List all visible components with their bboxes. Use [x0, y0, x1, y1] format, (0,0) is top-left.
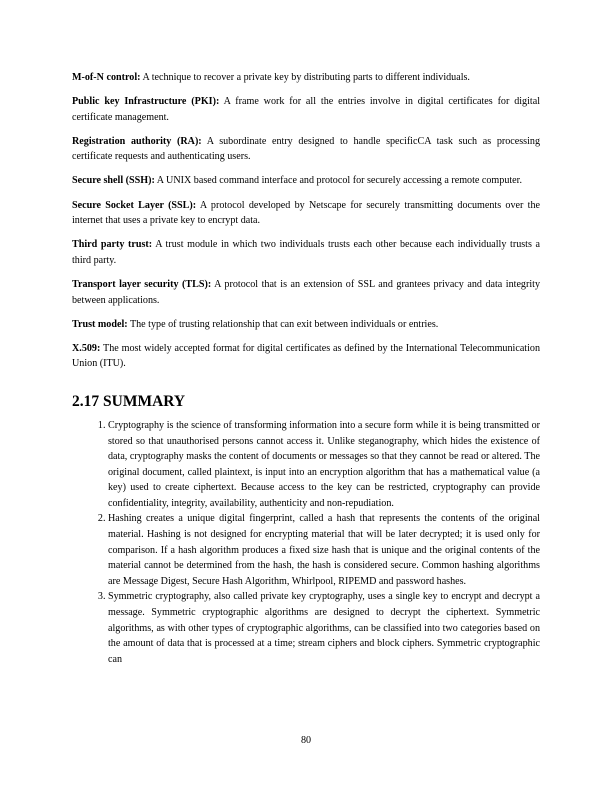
- glossary: [72, 70, 540, 372]
- glossary-entry: [72, 237, 540, 268]
- glossary-entry: [72, 277, 540, 308]
- summary-item: 2. Hashing creates a unique digital fingerprint, called a hash that represents the contents of the original material. Hashing is not designed for encrypting material that will be later decrypted; it is used only for comparison. If a hash algorithm produces a fixed size hash that is unique and the original contents of the material cannot be determined from the hash, the hash is considered secure. Common hashing algorithms are Message Digest, Secure Hash Algorithm, Whirlpool, RIPEMD and password hashes.: [108, 511, 540, 589]
- glossary-definition: A UNIX based command interface and protocol for securely accessing a remote computer.: [156, 175, 522, 187]
- glossary-term: M-of-N control:: [72, 72, 141, 83]
- glossary-definition: A protocol that is an extension of SSL and grantees privacy and data integrity between applications.: [72, 278, 541, 306]
- glossary-definition: A protocol developed by Netscape for securely transmitting documents over the internet that uses a private key to encrypt data.: [72, 199, 540, 227]
- glossary-definition: The type of trusting relationship that can exit between individuals or entries.: [129, 318, 439, 330]
- glossary-term: Secure Socket Layer (SSL):: [72, 199, 197, 211]
- glossary-term: Registration authority (RA):: [72, 135, 202, 147]
- section-heading: 2.17 SUMMARY: [72, 392, 186, 410]
- glossary-entry: [72, 134, 540, 165]
- glossary-definition: The most widely accepted format for digital certificates as defined by the International Telecommunication Union (ITU).: [72, 342, 540, 370]
- glossary-entry: [72, 317, 540, 333]
- glossary-term: X.509:: [72, 342, 101, 354]
- summary-item: 1. Cryptography is the science of transforming information into a secure form while it is being transmitted or stored so that unauthorised persons cannot access it. Unlike steganography, which hides the existence of data, cryptography masks the content of documents or messages so that they cannot be read or altered. The original document, called plaintext, is input into an encryption algorithm that has a mathematical value (a key) used to create ciphertext. Because access to the key can be restricted, cryptography can provide confidentiality, integrity, availability, authenticity and non-repudiation.: [108, 418, 540, 512]
- glossary-definition: A frame work for all the entries involve in digital certificates for digital certificate management.: [72, 96, 540, 123]
- glossary-entry: [72, 173, 540, 189]
- summary-item: 3. Symmetric cryptography, also called private key cryptography, uses a single key to encrypt and decrypt a message. Symmetric cryptographic algorithms are designed to decrypt the ciphertext. Symmetric algorithms, as with other types of cryptographic algorithms, can be classified into two categories based on the amount of data that is processed at a time; stream ciphers and block ciphers. Symmetric cryptographic can: [108, 589, 540, 667]
- glossary-definition: A subordinate entry designed to handle specificCA task such as processing certificate requests and authenticating users.: [72, 135, 540, 163]
- page-number: 80: [300, 735, 312, 746]
- glossary-definition: A technique to recover a private key by distributing parts to different individuals.: [142, 72, 470, 83]
- glossary-entry: [72, 94, 540, 125]
- glossary-term: Public key Infrastructure (PKI):: [72, 96, 220, 108]
- glossary-term: Transport layer security (TLS):: [72, 278, 212, 290]
- glossary-definition: A trust module in which two individuals trusts each other because each individually trusts a third party.: [72, 239, 540, 266]
- glossary-entry: [72, 341, 540, 372]
- glossary-term: Trust model:: [72, 318, 128, 330]
- glossary-entry: [72, 198, 540, 229]
- glossary-entry: [72, 70, 540, 86]
- glossary-term: Third party trust:: [72, 239, 153, 251]
- page-content: [72, 70, 540, 667]
- glossary-term: Secure shell (SSH):: [72, 175, 155, 187]
- summary-list: [72, 418, 540, 668]
